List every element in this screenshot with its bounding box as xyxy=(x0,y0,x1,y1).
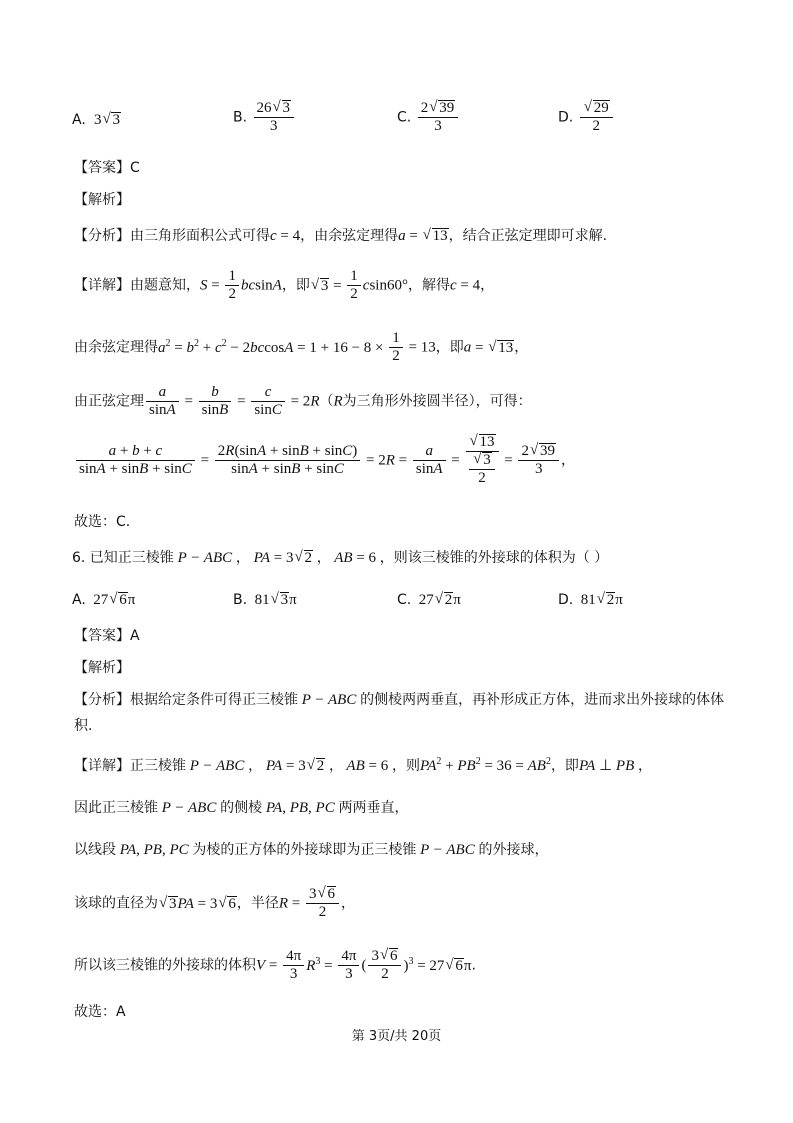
math: P − ABC xyxy=(186,758,249,774)
math: P − ABC xyxy=(416,842,479,858)
q5-cosine-line xyxy=(74,330,528,365)
math-frac: $\frac{3√ 6}{2}$ xyxy=(306,886,339,921)
math-frac: $\frac{a + b + c}{\sin A + \sin B + \sin C}$ xyxy=(76,443,195,478)
math: P − ABC xyxy=(173,550,236,566)
text: ， xyxy=(514,339,529,356)
math: = √ 13 xyxy=(471,340,514,356)
text: （ xyxy=(319,393,334,410)
math: √ 3 = xyxy=(310,278,345,294)
q5-fenxi-line xyxy=(74,226,607,246)
q6-line-2 xyxy=(74,798,408,818)
q6-option-b xyxy=(233,590,297,610)
math-frac: $\frac{4\pi}{3}$ xyxy=(338,948,359,983)
math: $a^2 = b^2 + c^2 - 2bccosA = 1 + 16 - 8$ × xyxy=(158,337,388,356)
xiangjie-tag: 【详解】 xyxy=(74,758,130,774)
math: PA xyxy=(262,758,283,774)
text: 的侧棱 xyxy=(220,800,263,816)
math: = xyxy=(233,393,250,410)
math: = 4 xyxy=(276,228,301,244)
option-math: 3√ 3 xyxy=(90,112,121,128)
option-math: $\frac{2√ 39}{3}$ xyxy=(418,100,459,135)
math: = 4 xyxy=(456,277,481,294)
math: V xyxy=(256,957,266,974)
math: )$^3$ = 27√ 6π xyxy=(403,958,471,974)
text: 的外接球， xyxy=(478,842,549,858)
q5-ratio-line xyxy=(74,434,575,487)
text: 为三角形外接圆半径），可得： xyxy=(342,393,532,410)
math: = xyxy=(180,393,197,410)
math-frac: $\frac{4\pi}{3}$ xyxy=(283,948,304,983)
xiangjie-tag: 【详解】 xyxy=(74,277,130,294)
q6-analysis-tag: 【解析】 xyxy=(74,660,130,676)
text: ，即 xyxy=(435,339,464,356)
text: ，则该三棱锥的外接球的体积为（ ） xyxy=(379,550,609,566)
text: ， xyxy=(560,452,575,469)
math: c xyxy=(362,277,370,294)
math: = 13 xyxy=(404,339,436,356)
text: 正三棱锥 xyxy=(130,758,186,774)
page-footer: 第 3页/共 20页 xyxy=(351,1029,442,1044)
text: 由正弦定理 xyxy=(74,393,144,410)
q5-option-c xyxy=(397,100,460,135)
option-letter: A. xyxy=(72,592,86,608)
math-frac: $\frac{a}{\sin A}$ xyxy=(146,384,179,419)
answer-tag: 【答案】 xyxy=(74,160,130,176)
text: ，由余弦定理得 xyxy=(300,228,399,244)
text: ，结合正弦定理即可求解. xyxy=(448,228,608,244)
math: a xyxy=(398,228,406,244)
q6-option-c xyxy=(397,590,461,610)
q6-fenxi-line-2: 积. xyxy=(74,718,93,734)
math-frac: $\frac{2√ 39}{3}$ xyxy=(518,443,559,478)
option-letter: B. xyxy=(233,592,248,608)
math: bc xyxy=(240,277,256,294)
q5-sine-line xyxy=(74,384,532,419)
math-frac: $\frac{2R(\sin A + \sin B + \sin C)}{\sin A + \sin B + \sin C}$ xyxy=(215,443,360,478)
text: 两两垂直， xyxy=(338,800,409,816)
q6-answer-line xyxy=(74,626,140,646)
answer-tag: 【答案】 xyxy=(74,628,130,644)
q5-option-a xyxy=(72,110,121,130)
math: $R^3$ = xyxy=(306,955,337,974)
math: AB xyxy=(342,758,365,774)
math-frac: $\frac{a}{\sin A}$ xyxy=(413,443,446,478)
math: P − ABC xyxy=(298,692,361,708)
math: = √ 13 xyxy=(406,228,449,244)
q6-fenxi-line xyxy=(74,690,724,710)
text: . xyxy=(471,957,476,974)
option-math: 27√ 2π xyxy=(411,592,461,608)
text: ， xyxy=(341,895,356,912)
math: PA ⊥ PB xyxy=(578,758,635,774)
fenxi-tag: 【分析】 xyxy=(74,228,130,244)
option-letter: C. xyxy=(397,109,412,126)
text: 由题意知， xyxy=(130,277,200,294)
q5-choose: 故选：C. xyxy=(74,514,131,530)
text: ，即 xyxy=(550,758,579,774)
math-frac: $\frac{1}{2}$ xyxy=(389,330,403,365)
math: = 6 xyxy=(352,550,380,566)
text: 由余弦定理得 xyxy=(74,339,158,356)
text: ，半径 xyxy=(236,895,279,912)
math-frac: $\frac{1}{2}$ xyxy=(225,268,239,303)
option-letter: B. xyxy=(233,109,248,126)
text: 该球的直径为 xyxy=(74,895,158,912)
option-letter: D. xyxy=(558,109,574,126)
math: A xyxy=(272,277,282,294)
math: PA xyxy=(249,550,271,566)
q5-analysis-tag: 【解析】 xyxy=(74,192,130,208)
text: ，解得 xyxy=(407,277,450,294)
math: R xyxy=(333,393,343,410)
math: S xyxy=(200,277,208,294)
math: AB xyxy=(330,550,353,566)
text: 由三角形面积公式可得 xyxy=(130,228,270,244)
option-letter: D. xyxy=(558,592,574,608)
q6-option-d xyxy=(558,590,623,610)
math: PA, PB, PC xyxy=(262,800,339,816)
math-frac: $\frac{c}{\sin C}$ xyxy=(251,384,285,419)
math: = xyxy=(265,957,282,974)
answer-value: A xyxy=(130,628,140,644)
math: = 6 xyxy=(364,758,392,774)
q6-option-a xyxy=(72,590,135,610)
math-frac: √ 13 √ $\frac{3}{2}$ xyxy=(466,434,499,487)
option-math: √ $\frac{29}{2}$ xyxy=(580,100,613,135)
q6-line-5 xyxy=(74,948,476,983)
q5-option-d xyxy=(558,100,615,135)
option-letter: C. xyxy=(397,592,412,608)
math: $PA^2 + PB^2 = 36 = AB^2$ xyxy=(419,756,551,774)
text: 为棱的正方体的外接球即为正三棱锥 xyxy=(192,842,417,858)
option-math: 81√ 2π xyxy=(573,592,623,608)
text: ， xyxy=(248,758,263,774)
math: a xyxy=(463,339,472,356)
option-math: 81√ 3π xyxy=(247,592,297,608)
q5-xiangjie-line xyxy=(74,268,494,303)
answer-value: C xyxy=(130,160,140,176)
text: ， xyxy=(316,550,331,566)
math: = xyxy=(196,452,213,469)
q6-stem xyxy=(72,548,608,568)
math: c xyxy=(449,277,457,294)
math: ( xyxy=(361,957,367,974)
math-frac: $\frac{1}{2}$ xyxy=(347,268,361,303)
fenxi-tag: 【分析】 xyxy=(74,692,130,708)
q6-xiangjie-line xyxy=(74,756,652,776)
math: = 3√ 2 xyxy=(282,758,329,774)
math: = xyxy=(207,277,224,294)
option-math: $\frac{26√ 3}{3}$ xyxy=(254,100,295,135)
math: = 2R = xyxy=(362,452,411,469)
text: 以线段 xyxy=(74,842,116,858)
math: sin60° xyxy=(369,277,408,294)
math: = 2R xyxy=(286,393,320,410)
math-frac: $\frac{3√ 6}{2}$ xyxy=(368,948,401,983)
math: P − ABC xyxy=(158,800,221,816)
option-math: 27√ 6π xyxy=(86,592,136,608)
math: = 3√ 2 xyxy=(270,550,317,566)
math: = xyxy=(447,452,464,469)
text: 6. 已知正三棱锥 xyxy=(72,550,174,566)
text: 根据给定条件可得正三棱锥 xyxy=(130,692,298,708)
text: ，即 xyxy=(281,277,310,294)
q6-choose: 故选：A xyxy=(74,1004,126,1020)
math: PA, PB, PC xyxy=(116,842,193,858)
text: ， xyxy=(480,277,495,294)
q6-line-3 xyxy=(74,840,548,860)
text: 因此正三棱锥 xyxy=(74,800,158,816)
text: ，则 xyxy=(391,758,420,774)
text: 的侧棱两两垂直，再补形成正方体，进而求出外接球的体体 xyxy=(360,692,725,708)
math-frac: $\frac{b}{\sin B}$ xyxy=(199,384,232,419)
text: ， xyxy=(328,758,343,774)
text: 所以该三棱锥的外接球的体积 xyxy=(74,957,256,974)
math: √ 3PA = 3√ 6 xyxy=(158,896,237,912)
text: ， xyxy=(235,550,250,566)
option-letter: A. xyxy=(72,112,86,128)
math: R xyxy=(278,895,289,912)
math: = xyxy=(288,895,305,912)
math: c xyxy=(270,228,277,244)
text: ， xyxy=(638,758,652,774)
q5-answer-line xyxy=(74,158,140,178)
math: sin xyxy=(255,277,273,294)
q5-option-b xyxy=(233,100,296,135)
math: = xyxy=(500,452,517,469)
q6-line-4 xyxy=(74,886,355,921)
